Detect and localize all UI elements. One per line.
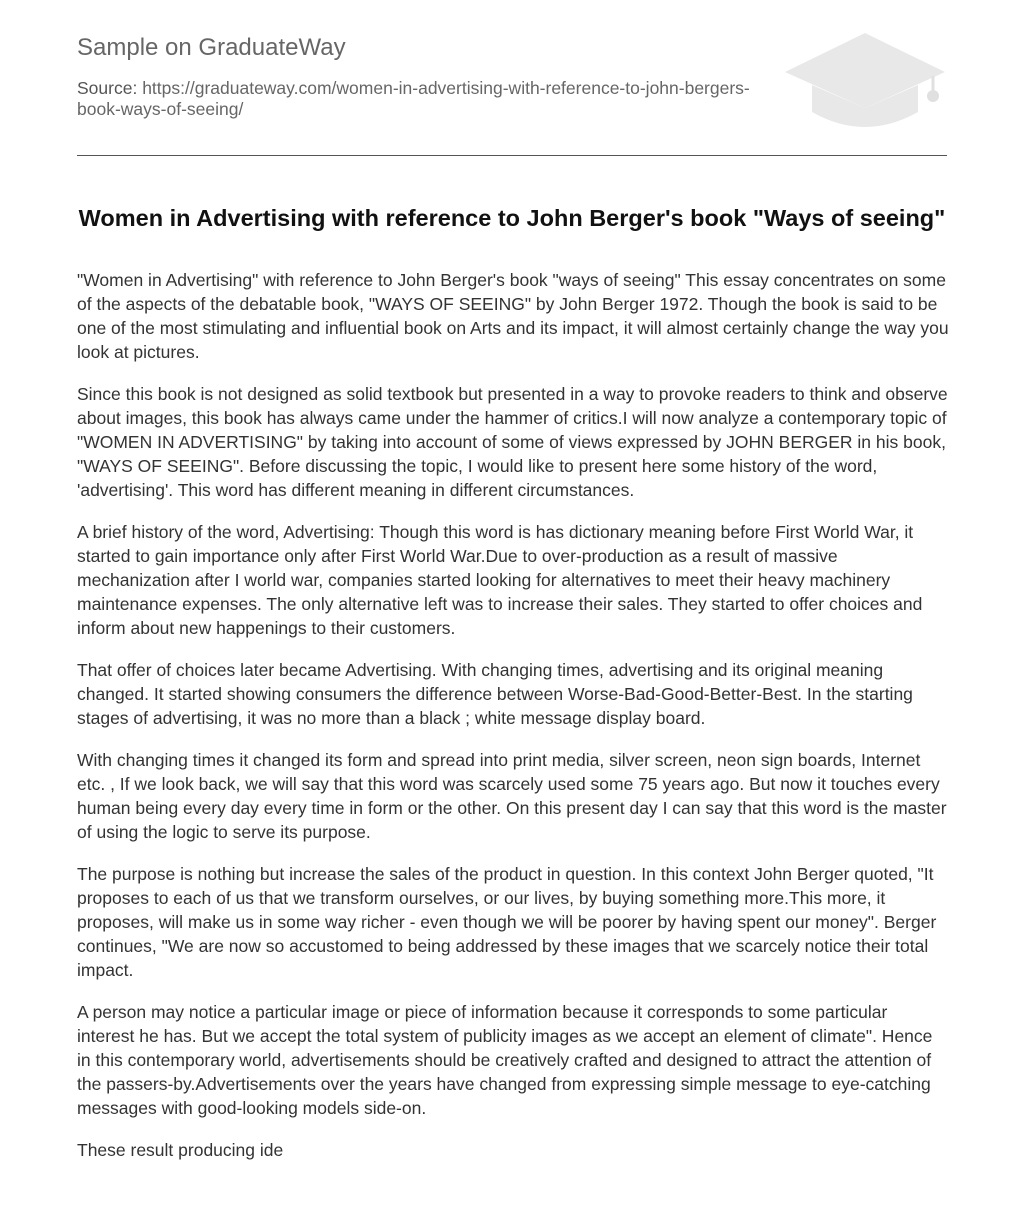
article-title: Women in Advertising with reference to John Berger's book "Ways of seeing": [78, 205, 946, 231]
source-label: Source:: [77, 78, 143, 98]
article-paragraph: The purpose is nothing but increase the sales of the product in question. In this context John Berger quoted, "It proposes to each of us that we transform ourselves, or our lives, by buying something more.This more, it proposes, will make us in some way richer - even though we will be poorer by having spent our money". Berger continues, "We are now so accustomed to being addressed by these images that we scarcely notice their total impact.: [77, 864, 937, 980]
article-paragraph: A brief history of the word, Advertising: Though this word is has dictionary meaning before First World War, it started to gain importance only after First World War.Due to over-production as a result of massive mechanization after I world war, companies started looking for alternatives to meet their heavy machinery maintenance expenses. The only alternative left was to increase their sales. They started to offer choices and inform about new happenings to their customers.: [77, 522, 923, 638]
article-paragraph: These result producing ide: [77, 1140, 284, 1160]
article-paragraph: With changing times it changed its form and spread into print media, silver screen, neon sign boards, Internet etc. , If we look back, we will say that this word was scarcely used some 75 years ago. But now it touches every human being every day every time in form or the other. On this present day I can say that this word is the master of using the logic to serve its purpose.: [77, 750, 947, 842]
page-header: [77, 0, 947, 156]
header-divider: [77, 155, 947, 156]
source-line: [77, 78, 777, 120]
article-paragraph: Since this book is not designed as solid textbook but presented in a way to provoke readers to think and observe about images, this book has always came under the hammer of critics.I will now analyze a contemporary topic of "WOMEN IN ADVERTISING" by taking into account of some of views expressed by JOHN BERGER in his book, "WAYS OF SEEING". Before discussing the topic, I would like to present here some history of the word, 'advertising'. This word has different meaning in different circumstances.: [77, 384, 948, 500]
article-paragraph: A person may notice a particular image or piece of information because it corresponds to some particular interest he has. But we accept the total system of publicity images as we accept an element of climate". Hence in this contemporary world, advertisements should be creatively crafted and designed to attract the attention of the passers-by.Advertisements over the years have changed from expressing simple message to eye-catching messages with good-looking models side-on.: [77, 1002, 933, 1118]
site-label: Sample on GraduateWay: [77, 34, 346, 61]
article-body: [77, 268, 949, 1180]
article-paragraph: That offer of choices later became Advertising. With changing times, advertising and its original meaning changed. It started showing consumers the difference between Worse-Bad-Good-Better-Best. In the starting stages of advertising, it was no more than a black ; white message display board.: [77, 660, 913, 728]
source-link[interactable]: https://graduateway.com/women-in-advertising-with-reference-to-john-bergers-book-ways-of-seeing/: [77, 78, 750, 119]
article-paragraph: "Women in Advertising" with reference to John Berger's book "ways of seeing" This essay concentrates on some of the aspects of the debatable book, "WAYS OF SEEING" by John Berger 1972. Though the book is said to be one of the most stimulating and influential book on Arts and its impact, it will almost certainly change the way you look at pictures.: [77, 270, 949, 362]
graduation-cap-icon: [780, 30, 950, 134]
